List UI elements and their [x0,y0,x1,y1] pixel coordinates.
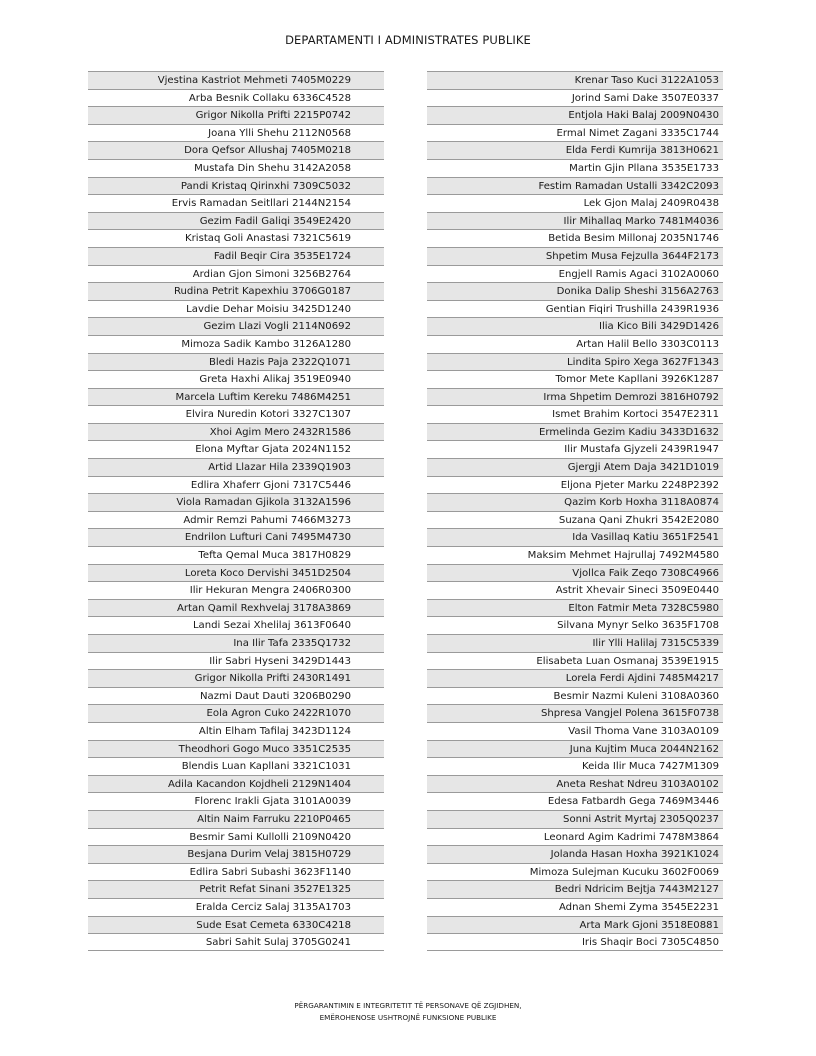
list-item: Gezim Llazi Vogli 2114N0692 [88,317,384,335]
list-item: Edlira Xhaferr Gjoni 7317C5446 [88,476,384,494]
list-item: Qazim Korb Hoxha 3118A0874 [427,493,723,511]
list-item: Ilir Ylli Halilaj 7315C5339 [427,634,723,652]
list-item: Sonni Astrit Myrtaj 2305Q0237 [427,810,723,828]
list-item: Edlira Sabri Subashi 3623F1140 [88,863,384,881]
list-item: Elton Fatmir Meta 7328C5980 [427,599,723,617]
list-item: Elisabeta Luan Osmanaj 3539E1915 [427,652,723,670]
list-item: Grigor Nikolla Prifti 2430R1491 [88,669,384,687]
list-item: Krenar Taso Kuci 3122A1053 [427,71,723,89]
list-item: Ilir Hekuran Mengra 2406R0300 [88,581,384,599]
list-item: Eola Agron Cuko 2422R1070 [88,704,384,722]
list-item: Suzana Qani Zhukri 3542E2080 [427,511,723,529]
list-item: Betida Besim Millonaj 2035N1746 [427,229,723,247]
list-item: Lek Gjon Malaj 2409R0438 [427,194,723,212]
list-item: Artan Qamil Rexhvelaj 3178A3869 [88,599,384,617]
list-item: Besmir Sami Kullolli 2109N0420 [88,828,384,846]
list-item: Ismet Brahim Kortoci 3547E2311 [427,405,723,423]
list-item: Vjestina Kastriot Mehmeti 7405M0229 [88,71,384,89]
list-item: Astrit Xhevair Sineci 3509E0440 [427,581,723,599]
list-item: Silvana Mynyr Selko 3635F1708 [427,616,723,634]
list-item: Entjola Haki Balaj 2009N0430 [427,106,723,124]
list-item: Donika Dalip Sheshi 3156A2763 [427,282,723,300]
list-item: Arta Mark Gjoni 3518E0881 [427,916,723,934]
footer-line-2: EMËROHENOSE USHTROJNË FUNKSIONE PUBLIKE [319,1013,497,1022]
list-item: Lindita Spiro Xega 3627F1343 [427,353,723,371]
list-item: Aneta Reshat Ndreu 3103A0102 [427,775,723,793]
list-item: Mimoza Sadik Kambo 3126A1280 [88,335,384,353]
list-item: Ilir Mihallaq Marko 7481M4036 [427,212,723,230]
list-item: Viola Ramadan Gjikola 3132A1596 [88,493,384,511]
list-item: Iris Shaqir Boci 7305C4850 [427,933,723,951]
list-item: Pandi Kristaq Qirinxhi 7309C5032 [88,177,384,195]
list-item: Besmir Nazmi Kuleni 3108A0360 [427,687,723,705]
list-item: Tefta Qemal Muca 3817H0829 [88,546,384,564]
list-item: Ida Vasillaq Katiu 3651F2541 [427,528,723,546]
list-item: Bledi Hazis Paja 2322Q1071 [88,353,384,371]
list-item: Keida Ilir Muca 7427M1309 [427,757,723,775]
list-item: Ermal Nimet Zagani 3335C1744 [427,124,723,142]
list-item: Irma Shpetim Demrozi 3816H0792 [427,388,723,406]
list-item: Leonard Agim Kadrimi 7478M3864 [427,828,723,846]
list-item: Gentian Fiqiri Trushilla 2439R1936 [427,300,723,318]
list-item: Marcela Luftim Kereku 7486M4251 [88,388,384,406]
page-title: DEPARTAMENTI I ADMINISTRATES PUBLIKE [285,33,531,47]
list-item: Maksim Mehmet Hajrullaj 7492M4580 [427,546,723,564]
list-item: Blendis Luan Kapllani 3321C1031 [88,757,384,775]
list-item: Altin Naim Farruku 2210P0465 [88,810,384,828]
list-item: Ilia Kico Bili 3429D1426 [427,317,723,335]
list-item: Eralda Cerciz Salaj 3135A1703 [88,898,384,916]
list-item: Elvira Nuredin Kotori 3327C1307 [88,405,384,423]
list-item: Ervis Ramadan Seitllari 2144N2154 [88,194,384,212]
list-item: Xhoi Agim Mero 2432R1586 [88,423,384,441]
list-item: Jolanda Hasan Hoxha 3921K1024 [427,845,723,863]
list-item: Edesa Fatbardh Gega 7469M3446 [427,792,723,810]
list-item: Juna Kujtim Muca 2044N2162 [427,740,723,758]
list-item: Ardian Gjon Simoni 3256B2764 [88,265,384,283]
list-item: Ilir Sabri Hyseni 3429D1443 [88,652,384,670]
list-item: Ilir Mustafa Gjyzeli 2439R1947 [427,440,723,458]
list-item: Martin Gjin Pllana 3535E1733 [427,159,723,177]
list-item: Joana Ylli Shehu 2112N0568 [88,124,384,142]
list-item: Adila Kacandon Kojdheli 2129N1404 [88,775,384,793]
list-item: Eljona Pjeter Marku 2248P2392 [427,476,723,494]
list-item: Admir Remzi Pahumi 7466M3273 [88,511,384,529]
list-item: Artan Halil Bello 3303C0113 [427,335,723,353]
list-item: Shpresa Vangjel Polena 3615F0738 [427,704,723,722]
list-item: Elona Myftar Gjata 2024N1152 [88,440,384,458]
list-item: Nazmi Daut Dauti 3206B0290 [88,687,384,705]
list-item: Tomor Mete Kapllani 3926K1287 [427,370,723,388]
list-item: Mimoza Sulejman Kucuku 3602F0069 [427,863,723,881]
list-item: Altin Elham Tafilaj 3423D1124 [88,722,384,740]
list-item: Kristaq Goli Anastasi 7321C5619 [88,229,384,247]
list-item: Rudina Petrit Kapexhiu 3706G0187 [88,282,384,300]
list-item: Jorind Sami Dake 3507E0337 [427,89,723,107]
list-item: Fadil Beqir Cira 3535E1724 [88,247,384,265]
list-item: Elda Ferdi Kumrija 3813H0621 [427,141,723,159]
list-item: Artid Llazar Hila 2339Q1903 [88,458,384,476]
list-item: Ina Ilir Tafa 2335Q1732 [88,634,384,652]
list-item: Landi Sezai Xhelilaj 3613F0640 [88,616,384,634]
list-item: Dora Qefsor Allushaj 7405M0218 [88,141,384,159]
list-item: Gjergji Atem Daja 3421D1019 [427,458,723,476]
list-item: Adnan Shemi Zyma 3545E2231 [427,898,723,916]
list-item: Gezim Fadil Galiqi 3549E2420 [88,212,384,230]
list-item: Loreta Koco Dervishi 3451D2504 [88,564,384,582]
list-item: Festim Ramadan Ustalli 3342C2093 [427,177,723,195]
list-item: Grigor Nikolla Prifti 2215P0742 [88,106,384,124]
list-item: Petrit Refat Sinani 3527E1325 [88,880,384,898]
list-item: Florenc Irakli Gjata 3101A0039 [88,792,384,810]
list-item: Endrilon Lufturi Cani 7495M4730 [88,528,384,546]
list-item: Sabri Sahit Sulaj 3705G0241 [88,933,384,951]
left-name-list [88,71,384,951]
list-item: Besjana Durim Velaj 3815H0729 [88,845,384,863]
list-item: Arba Besnik Collaku 6336C4528 [88,89,384,107]
list-item: Theodhori Gogo Muco 3351C2535 [88,740,384,758]
list-item: Vjollca Faik Zeqo 7308C4966 [427,564,723,582]
list-item: Bedri Ndricim Bejtja 7443M2127 [427,880,723,898]
list-item: Vasil Thoma Vane 3103A0109 [427,722,723,740]
list-item: Engjell Ramis Agaci 3102A0060 [427,265,723,283]
list-item: Ermelinda Gezim Kadiu 3433D1632 [427,423,723,441]
list-item: Mustafa Din Shehu 3142A2058 [88,159,384,177]
list-item: Greta Haxhi Alikaj 3519E0940 [88,370,384,388]
footer [0,1000,816,1024]
list-item: Shpetim Musa Fejzulla 3644F2173 [427,247,723,265]
list-item: Lorela Ferdi Ajdini 7485M4217 [427,669,723,687]
list-item: Sude Esat Cemeta 6330C4218 [88,916,384,934]
right-name-list [427,71,723,951]
footer-line-1: PËRGARANTIMIN E INTEGRITETIT TË PERSONAVE QË ZGJIDHEN, [294,1001,522,1010]
list-item: Lavdie Dehar Moisiu 3425D1240 [88,300,384,318]
